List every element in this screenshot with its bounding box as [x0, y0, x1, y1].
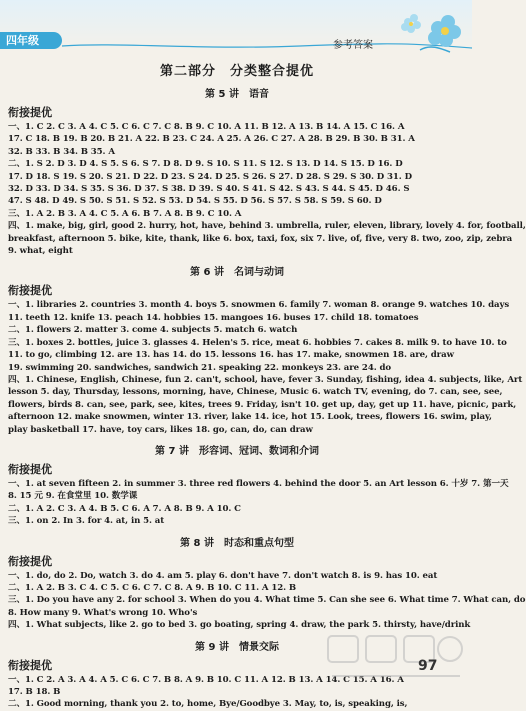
answer-line: 二、1. flowers 2. matter 3. come 4. subjects 5. match 6. watch	[8, 325, 298, 336]
section-heading: 衔接提优	[8, 284, 52, 298]
answer-line: 二、1. A 2. B 3. C 4. C 5. C 6. C 7. C 8. A 9. B 10. C 11. A 12. B	[8, 582, 297, 593]
answer-line: 四、1. Chinese, English, Chinese, fun 2. can't, school, have, fever 3. Sunday, fishing, idea 4. subjects, like, Art	[8, 374, 523, 385]
answer-line: 9. what, eight	[8, 246, 73, 257]
answer-line: 一、1. libraries 2. countries 3. month 4. boys 5. snowmen 6. family 7. woman 8. orange 9. watches 10. days	[8, 300, 510, 311]
answer-line: 一、1. do, do 2. Do, watch 3. do 4. am 5. play 6. don't have 7. don't watch 8. is 9. has 10. eat	[8, 570, 438, 581]
answer-line: 11. teeth 12. knife 13. peach 14. hobbies 15. mangoes 16. buses 17. child 18. tomatoes	[8, 312, 419, 323]
answer-line: 三、1. Do you have any 2. for school 3. When do you 4. What time 5. Can she see 6. What time 7. What can, do	[8, 595, 526, 606]
answer-line: 一、1. at seven fifteen 2. in summer 3. three red flowers 4. behind the door 5. an Art lesson 6. 十岁 7. 第一天	[8, 478, 509, 489]
answer-line: play basketball 17. have, toy cars, likes 18. go, can, do, can draw	[8, 424, 313, 435]
answer-line: breakfast, afternoon 5. bike, kite, thank, like 6. box, taxi, fox, six 7. live, of, five, very 8. two, zoo, zip, zebra	[8, 233, 513, 244]
lesson-title: 第 9 讲 情景交际	[195, 641, 279, 653]
answer-line: 11. to go, climbing 12. are 13. has 14. do 15. lessons 16. has 17. make, snowmen 18. are, draw	[8, 350, 454, 361]
answer-line: 17. C 18. B 19. B 20. B 21. A 22. B 23. C 24. A 25. A 26. C 27. A 28. B 29. B 30. B 31. A	[8, 134, 415, 145]
watermark-logo-icon	[322, 632, 467, 684]
answer-line: 19. swimming 20. sandwiches, sandwich 21. speaking 22. monkeys 23. are 24. do	[8, 362, 392, 373]
answer-line: 一、1. C 2. C 3. A 4. C 5. C 6. C 7. C 8. B 9. C 10. A 11. B 12. A 13. B 14. A 15. C 16. A	[8, 122, 405, 132]
lesson-title: 第 5 讲 语音	[205, 89, 269, 100]
lesson-7	[8, 442, 509, 528]
grade-tab: 四年级	[0, 32, 62, 49]
part-title: 第二部分 分类整合提优	[159, 64, 314, 79]
answer-line: 17. B 18. B	[8, 687, 61, 697]
section-heading: 衔接提优	[8, 554, 52, 568]
answer-line: afternoon 12. make snowmen, winter 13. river, lake 14. ice, hot 15. Look, trees, flowers 16. swim, play,	[8, 412, 492, 423]
answer-line: 17. D 18. S 19. S 20. S 21. D 22. D 23. S 24. D 25. S 26. S 27. D 28. S 29. S 30. D 31. D	[8, 171, 412, 182]
lesson-title: 第 8 讲 时态和重点句型	[180, 537, 294, 549]
lesson-title: 第 7 讲 形容词、冠词、数词和介词	[155, 445, 319, 457]
lesson-6	[8, 263, 523, 435]
flower-decoration-icon	[390, 8, 468, 56]
answer-line: 三、1. A 2. B 3. A 4. C 5. A 6. B 7. A 8. B 9. C 10. A	[8, 208, 242, 219]
section-heading: 衔接提优	[8, 462, 52, 476]
answer-line: 四、1. make, big, girl, good 2. hurry, hot, have, behind 3. umbrella, ruler, eleven, library, lovely 4. for, football,	[8, 221, 526, 232]
answer-line: 32. D 33. D 34. S 35. S 36. D 37. S 38. D 39. S 40. S 41. S 42. S 43. S 44. S 45. D 46. S	[8, 184, 410, 195]
page-number: 97	[418, 658, 438, 674]
lesson-8	[8, 534, 526, 632]
answer-line: 8. How many 9. What's wrong 10. Who's	[8, 607, 198, 618]
section-heading: 衔接提优	[8, 106, 52, 119]
answer-line: 二、1. Good morning, thank you 2. to, home, Bye/Goodbye 3. May, to, is, speaking, is,	[8, 699, 408, 710]
answer-line: 47. S 48. D 49. S 50. S 51. S 52. S 53. D 54. S 55. D 56. S 57. S 58. S 59. S 60. D	[8, 196, 382, 207]
answer-line: 32. B 33. B 34. B 35. A	[8, 146, 115, 157]
answer-line: 8. 15 元 9. 在食堂里 10. 数学课	[8, 491, 138, 502]
answer-line: flowers, birds 8. can, see, park, see, kites, trees 9. Friday, isn't 10. get up, day, get up 11. have, picnic, park,	[8, 399, 517, 410]
answer-content	[8, 60, 526, 711]
answer-line: 一、1. C 2. A 3. A 4. A 5. C 6. C 7. B 8. A 9. B 10. C 11. A 12. B 13. A 14. C 15. A 16. A	[8, 674, 404, 685]
lesson-title: 第 6 讲 名词与动词	[190, 267, 284, 279]
section-heading: 衔接提优	[8, 658, 52, 672]
answer-line: lesson 5. day, Thursday, lessons, morning, have, Chinese, Music 6. watch TV, evening, do 7. can, see, see,	[8, 387, 503, 398]
lesson-5	[8, 85, 526, 257]
answer-line: 三、1. on 2. In 3. for 4. at, in 5. at	[8, 516, 165, 527]
answer-line: 二、1. S 2. D 3. D 4. S 5. S 6. S 7. D 8. D 9. S 10. S 11. S 12. S 13. D 14. S 15. D 16. D	[8, 159, 403, 170]
answer-line: 四、1. What subjects, like 2. go to bed 3. go boating, spring 4. draw, the park 5. thirsty, have/drink	[8, 620, 471, 631]
answer-line: 二、1. A 2. C 3. A 4. B 5. C 6. A 7. A 8. B 9. A 10. C	[8, 503, 241, 514]
reference-answers-label: 参考答案	[333, 40, 373, 51]
answer-line: 三、1. boxes 2. bottles, juice 3. glasses 4. Helen's 5. rice, meat 6. hobbies 7. cakes 8. milk 9. to have 10. to	[8, 337, 507, 348]
